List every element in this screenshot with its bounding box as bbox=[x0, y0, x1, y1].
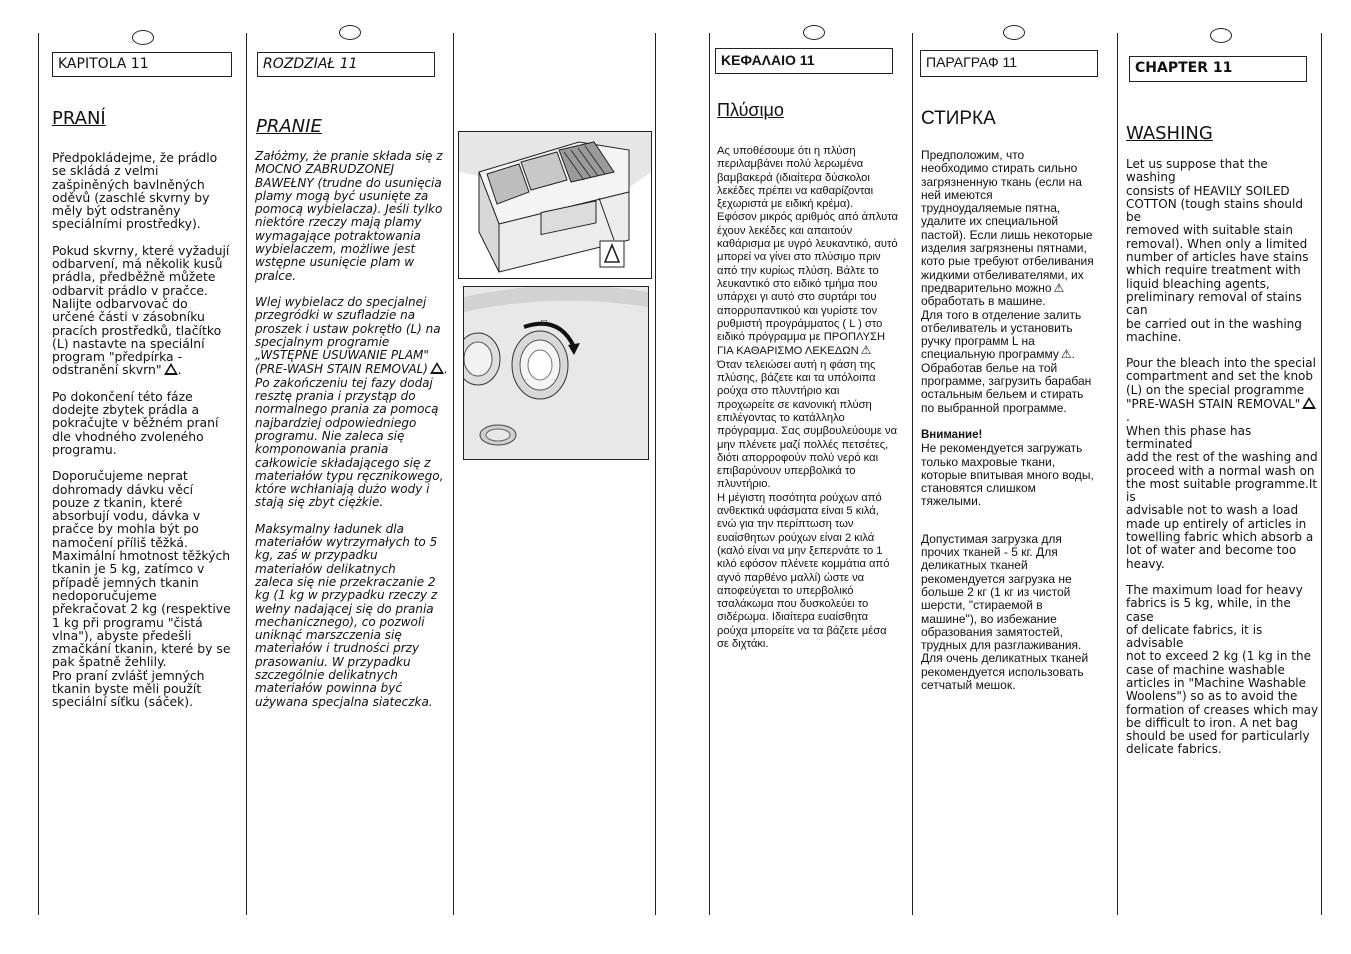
chapter-heading-box: CHAPTER 11 bbox=[1129, 56, 1307, 82]
detergent-drawer-drawing bbox=[459, 132, 651, 278]
column-divider bbox=[38, 33, 39, 915]
stain-removal-icon: ⚠ bbox=[860, 343, 872, 358]
column-divider bbox=[709, 33, 710, 915]
column-divider bbox=[1321, 33, 1322, 915]
paragraph: Wlej wybielacz do specjalnej przegródki w szufladzie na proszek i ustaw pokrętło (L) na specjalnym programie „WSTĘPNE USUWANIE PLAM" (PRE-WASH STAIN REMOVAL) . Po zakończeniu tej fazy dodaj resztę prania i przystąp do normalnego prania za pomocą najbardziej odpowiedniego programu. Nie zaleca się komponowania prania całkowicie składającego się z materiałów typu ręcznikowego, które wchłaniają dużo wody i stają się zbyt ciężkie. bbox=[255, 294, 448, 510]
section-title: СТИРКА bbox=[921, 108, 996, 129]
language-flag-oval bbox=[132, 30, 154, 45]
section-body-russian bbox=[921, 149, 1116, 692]
language-flag-oval bbox=[339, 25, 361, 40]
section-title: PRANÍ bbox=[52, 108, 106, 129]
paragraph: Не рекомендуется загружать только махровые ткани, которые впитывая много воды, становятся слишком тяжелыми. bbox=[921, 441, 1094, 509]
paragraph: Допустимая загрузка для прочих тканей - 5 кг. Для деликатных тканей рекомендуется загрузка не больше 2 кг (1 кг из чистой шерсти, "стираемой в машине"), во избежание образования замятостей, трудных для разглаживания. Для очень деликатных тканей рекомендуется использовать сетчатый мешок. bbox=[921, 531, 1089, 692]
paragraph: обработать в машине. Для того в отделение залить отбеливатель и установить ручку программ L на специальную программу ⚠. Обработав белье на той программе, загрузить барабан остальным бельем и стирать по выбранной программе. bbox=[921, 294, 1092, 415]
column-divider bbox=[655, 33, 656, 915]
language-flag-oval bbox=[803, 25, 825, 40]
paragraph: Załóżmy, że pranie składa się z MOCNO ZABRUDZONEJ BAWEŁNY (trudne do usunięcia plamy mogą być usunięte za pomocą wybielacza). Jeśli tylko niektóre rzeczy mają plamy wymagające potraktowania wybielaczem, możliwe jest wstępne usunięcie plam w pralce. bbox=[255, 149, 443, 283]
paragraph: The maximum load for heavy fabrics is 5 kg, while, in the case of delicate fabrics, it is advisable not to exceed 2 kg (1 kg in the case of machine washable articles in "Machine Washable Woolens") so as to avoid the formation of creases which may be difficult to iron. A net bag should be used for particularly delicate fabrics. bbox=[1126, 582, 1319, 757]
language-flag-oval bbox=[1003, 25, 1025, 40]
warning-triangle-icon bbox=[164, 363, 178, 375]
paragraph: Pour the bleach into the special compartment and set the knob (L) on the special programme "PRE-WASH STAIN REMOVAL". When this phase has terminated add the rest of the washing and proceed with a normal wash on the most suitable programme.It is advisable not to wash a load made up entirely of articles in towelling fabric which absorb a lot of water and become too heavy. bbox=[1126, 356, 1318, 571]
program-knob-illustration bbox=[463, 286, 649, 460]
language-flag-oval bbox=[1210, 28, 1232, 43]
stain-removal-icon: ⚠ bbox=[1053, 280, 1065, 295]
paragraph: Предположим, что необходимо стирать сильно загрязненную ткань (если на ней имеются трудноудаляемые пятна, удалите их специальной пастой). Если лишь некоторые изделия загрязнены пятнами, кото рые требуют отбеливания жидкими отбеливателями, их предварительно можно ⚠ bbox=[921, 148, 1094, 295]
paragraph: Let us suppose that the washing consists of HEAVILY SOILED COTTON (tough stains should be removed with suitable stain removal). When only a limited number of articles have stains which require treatment with liquid bleaching agents, preliminary removal of stains can be carried out in the washing machine. bbox=[1126, 157, 1309, 344]
section-body-czech bbox=[52, 151, 237, 722]
paragraph: Όταν τελειώσει αυτή η φάση της πλύσης, βάζετε και τα υπόλοιπα ρούχα στο πλυντήριο και προχωρείτε σε κανονική πλύση επιλέγοντας το κατάλληλο πρόγραμμα. Σας συμβουλεύουμε να μην πλένετε μαζί πολλές πετσέτες, διότι απορροφούν πολύ νερό και επιβαρύνουν υπερβολικά το πλυντήριο. Η μέγιστη ποσότητα ρούχων από ανθεκτικά υφάσματα είναι 5 κιλά, ενώ για την περίπτωση των ευαίσθητων ρούχων είναι 2 κιλά (καλό είναι να μην ξεπερνάτε το 1 κιλό εφόσον πλένετε κομμάτια από αγνό παρθένο μαλλί) ώστε να αποφεύγεται το υπερβολικό τσαλάκωμα που δυσκολεύει το σιδέρωμα. Ιδιαίτερα ευαίσθητα ρούχα μπορείτε να τα βάζετε μέσα σε διχτάκι. bbox=[717, 358, 898, 650]
detergent-drawer-illustration bbox=[458, 131, 652, 279]
section-body-polish bbox=[255, 150, 450, 722]
column-divider bbox=[246, 33, 247, 915]
paragraph: Po dokončení této fáze dodejte zbytek prádla a pokračujte v běžném praní dle vhodného zvoleného programu. bbox=[52, 388, 219, 457]
paragraph: Doporučujeme neprat dohromady dávku věcí pouze z tkanin, které absorbují vodu, dávka v pračce by mohla být po namočení příliš těžká. Maximální hmotnost těžkých tkanin je 5 kg, zatímco v případě jemných tkanin nedoporučujeme překračovat 2 kg (respektive 1 kg při programu "čistá vlna"), abyste předešli zmačkání tkanin, které by se pak špatně žehlily. Pro praní zvlášť jemných tkanin byste měli použít speciální síťku (sáček). bbox=[52, 468, 231, 710]
program-knob-drawing bbox=[464, 287, 648, 459]
section-title: WASHING bbox=[1126, 123, 1213, 144]
chapter-heading-box: ΚΕΦΑΛΑΙΟ 11 bbox=[715, 48, 893, 74]
paragraph: Pokud skvrny, které vyžadují odbarvení, má několik kusů prádla, předběžně můžete odbarvit prádlo v pračce. Nalijte odbarvovač do určené části v zásobníku pracích prostředků, tlačítko (L) nastavte na speciální program "předpírka - odstranění skvrn" . bbox=[52, 242, 230, 378]
column-divider bbox=[453, 33, 454, 915]
warning-triangle-icon bbox=[430, 362, 444, 374]
chapter-heading-box: ROZDZIAŁ 11 bbox=[257, 52, 435, 77]
paragraph: Předpokládejme, že prádlo se skládá z velmi zašpiněných bavlněných oděvů (zaschlé skvrny by měly být odstraněny speciálními prostředky). bbox=[52, 150, 218, 232]
column-divider bbox=[912, 33, 913, 915]
chapter-heading-box: ПАРАГРАФ 11 bbox=[920, 50, 1098, 77]
column-divider bbox=[1117, 33, 1118, 915]
paragraph: Ας υποθέσουμε ότι η πλύση περιλαμβάνει πολύ λερωμένα βαμβακερά (ιδιαίτερα δύσκολοι λεκέδες πρέπει να καθαρίζονται ξεχωριστά με ειδική κρέμα). Εφόσον μικρός αριθμός από άπλυτα έχουν λεκέδες και απαιτούν καθάρισμα με υγρό λευκαντικό, αυτό μπορεί να γίνει στο πλύσιμο πριν από την κυρίως πλύση. Βάλτε το λευκαντικό στο ειδικό τμήμα που υπάρχει γι αυτό στο συρτάρι του απορρυπαντικού και γυρίστε τον ρυθμιστή προγράμματος ( L ) στο ειδικό πρόγραμμα με ΠΡΟΠΛΥΣΗ ΓΙΑ ΚΑΘΑΡΙΣΜΟ ΛΕΚΕΔΩΝ ⚠ bbox=[717, 145, 898, 358]
chapter-heading-box: KAPITOLA 11 bbox=[52, 52, 232, 77]
section-title: PRANIE bbox=[256, 116, 322, 137]
section-body-greek bbox=[717, 145, 911, 651]
section-body-english bbox=[1126, 158, 1320, 770]
paragraph: Maksymalny ładunek dla materiałów wytrzymałych to 5 kg, zaś w przypadku materiałów delikatnych zaleca się nie przekraczanie 2 kg (1 kg w przypadku rzeczy z wełny nadającej się do prania mechanicznego), co pozwoli uniknąć marszczenia się materiałów i trudności przy prasowaniu. W przypadku szczególnie delikatnych materiałów powinna być używana specjalna siateczka. bbox=[255, 521, 438, 709]
warning-triangle-icon bbox=[1302, 397, 1316, 409]
svg-text:▽: ▽ bbox=[541, 318, 548, 327]
stain-removal-icon: ⚠ bbox=[1060, 347, 1072, 362]
section-title: Πλύσιμο bbox=[717, 100, 784, 120]
warning-label: Внимание! bbox=[921, 428, 983, 441]
